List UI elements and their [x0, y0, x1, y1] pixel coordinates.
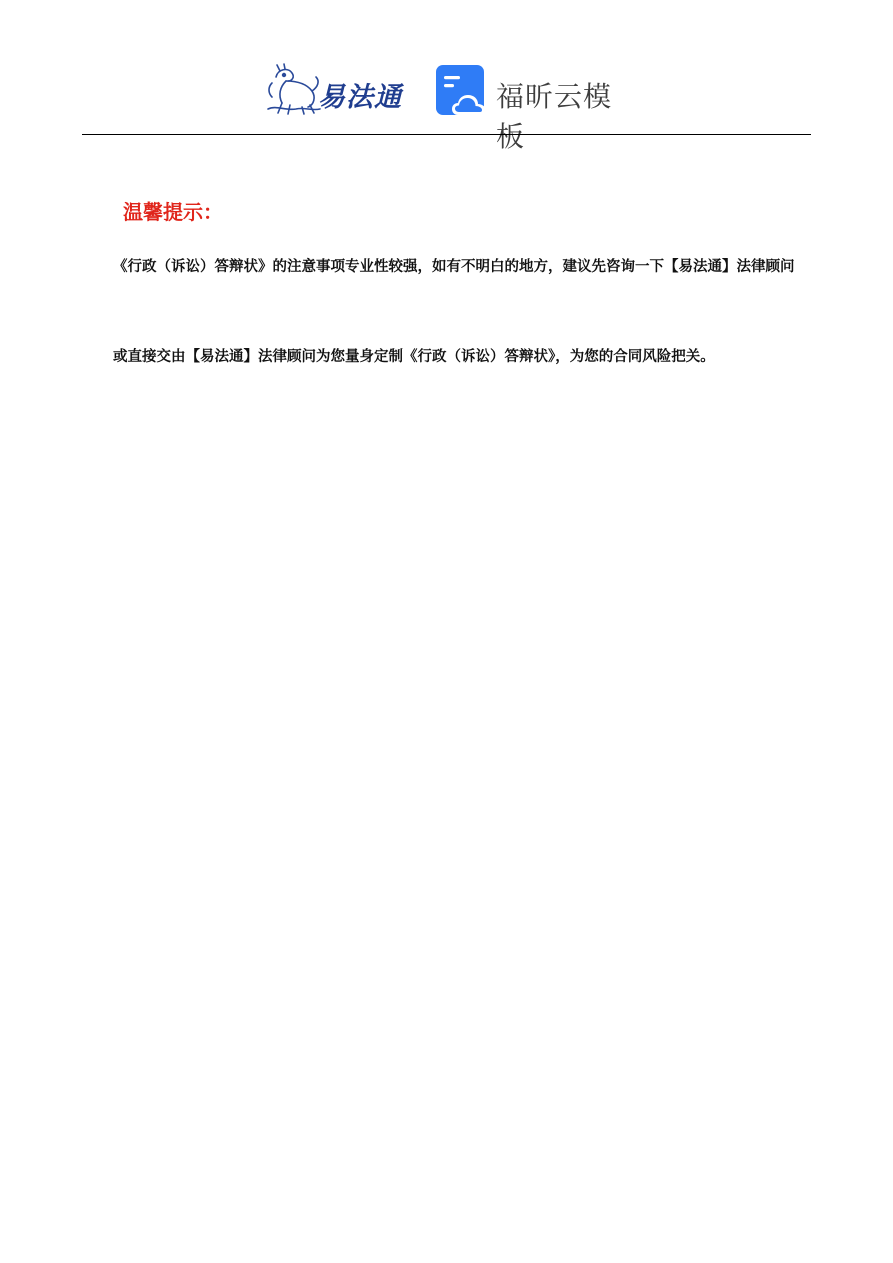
notice-paragraph-1: 《行政（诉讼）答辩状》的注意事项专业性较强，如有不明白的地方，建议先咨询一下【易法通】法律顾问 — [113, 258, 795, 275]
header-divider — [82, 134, 811, 135]
notice-paragraph-2: 或直接交由【易法通】法律顾问为您量身定制《行政（诉讼）答辩状》，为您的合同风险把关。 — [113, 348, 715, 365]
fuxin-cloud-logo-text: 福昕云模板 — [496, 80, 613, 153]
yifatong-logo — [262, 63, 412, 117]
yifatong-logo-text: 易法通 — [318, 82, 402, 113]
notice-title: 温馨提示： — [123, 200, 223, 224]
cloud-document-icon — [436, 65, 488, 117]
page-header — [82, 58, 811, 153]
fuxin-cloud-logo — [436, 65, 636, 153]
qilin-emblem-icon — [262, 63, 322, 117]
